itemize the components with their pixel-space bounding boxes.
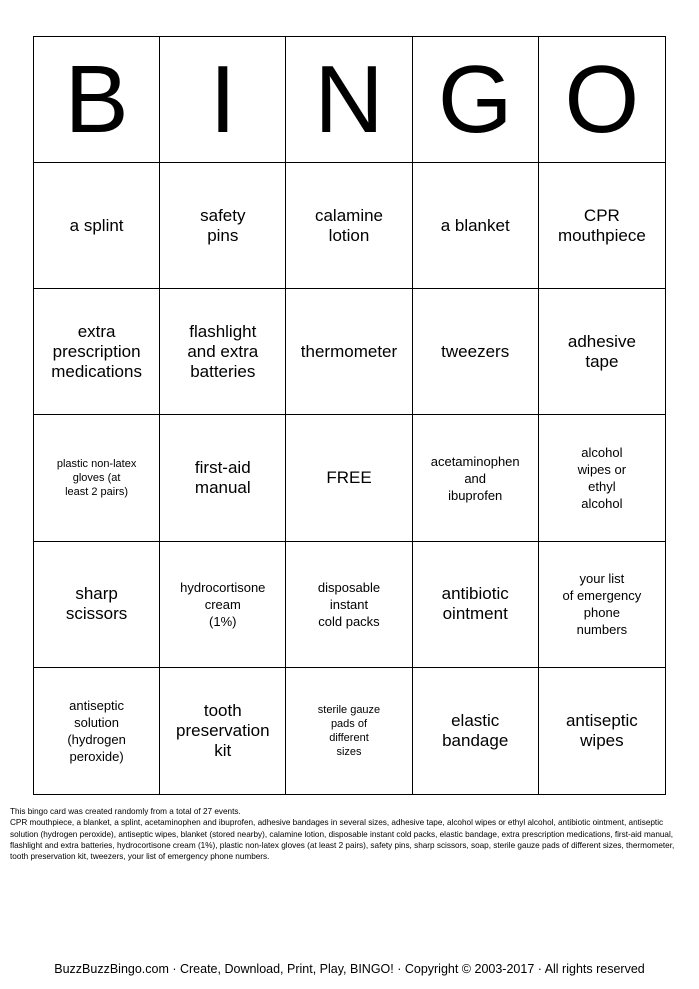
bingo-square: first-aid manual <box>160 415 286 541</box>
bingo-square: safety pins <box>160 163 286 289</box>
bingo-square: acetaminophen and ibuprofen <box>413 415 539 541</box>
header-letter-i: I <box>160 37 286 163</box>
bingo-square: elastic bandage <box>413 668 539 794</box>
bingo-square: your list of emergency phone numbers <box>539 542 665 668</box>
bingo-square: sharp scissors <box>34 542 160 668</box>
bingo-square: a blanket <box>413 163 539 289</box>
bingo-square: antiseptic wipes <box>565 710 638 750</box>
bingo-square: antibiotic ointment <box>413 542 539 668</box>
bingo-square: flashlight and extra batteries <box>160 289 286 415</box>
bingo-square: a splint <box>34 163 160 289</box>
header-letter-n: N <box>286 37 412 163</box>
bingo-square: tweezers <box>413 289 539 415</box>
header-letter-g: G <box>413 37 539 163</box>
header-letter-b: B <box>34 37 160 163</box>
bingo-square: hydrocortisone cream (1%) <box>160 542 286 668</box>
bingo-card <box>33 36 666 795</box>
bingo-square: thermometer <box>286 289 412 415</box>
bingo-square: antiseptic solution (hydrogen peroxide) <box>34 668 160 794</box>
card-description <box>10 806 690 862</box>
bingo-square: tooth preservation kit <box>160 668 286 794</box>
bingo-square: plastic non-latex gloves (at least 2 pairs) <box>34 415 160 541</box>
bingo-square: CPR mouthpiece <box>539 163 665 289</box>
copyright-footer: BuzzBuzzBingo.com · Create, Download, Print, Play, BINGO! · Copyright © 2003-2017 · All rights reserved <box>54 962 645 976</box>
free-square: FREE <box>286 415 412 541</box>
bingo-square: adhesive tape <box>539 289 665 415</box>
bingo-square: alcohol wipes or ethyl alcohol <box>539 415 665 541</box>
event-count-text: This bingo card was created randomly from a total of 27 events. <box>10 807 241 816</box>
bingo-square: extra prescription medications <box>34 289 160 415</box>
bingo-square: sterile gauze pads of different sizes <box>286 668 412 794</box>
bingo-square: disposable instant cold packs <box>286 542 412 668</box>
bingo-square: calamine lotion <box>286 163 412 289</box>
event-list-text: CPR mouthpiece, a blanket, a splint, acetaminophen and ibuprofen, adhesive bandages in several sizes, adhesive tape, alcohol wipes or ethyl alcohol, antibiotic ointment, antiseptic solution (hydrogen peroxide), antiseptic wipes, blanket (stored nearby), calamine lotion, disposable instant cold packs, elastic bandage, extra prescription medications, first-aid manual, flashlight and extra batteries, hydrocortisone cream (1%), plastic non-latex gloves (at least 2 pairs), safety pins, sharp scissors, soap, sterile gauze pads of different sizes, thermometer, tooth preservation kit, tweezers, your list of emergency phone numbers. <box>10 818 675 862</box>
header-letter-o: O <box>539 37 665 163</box>
